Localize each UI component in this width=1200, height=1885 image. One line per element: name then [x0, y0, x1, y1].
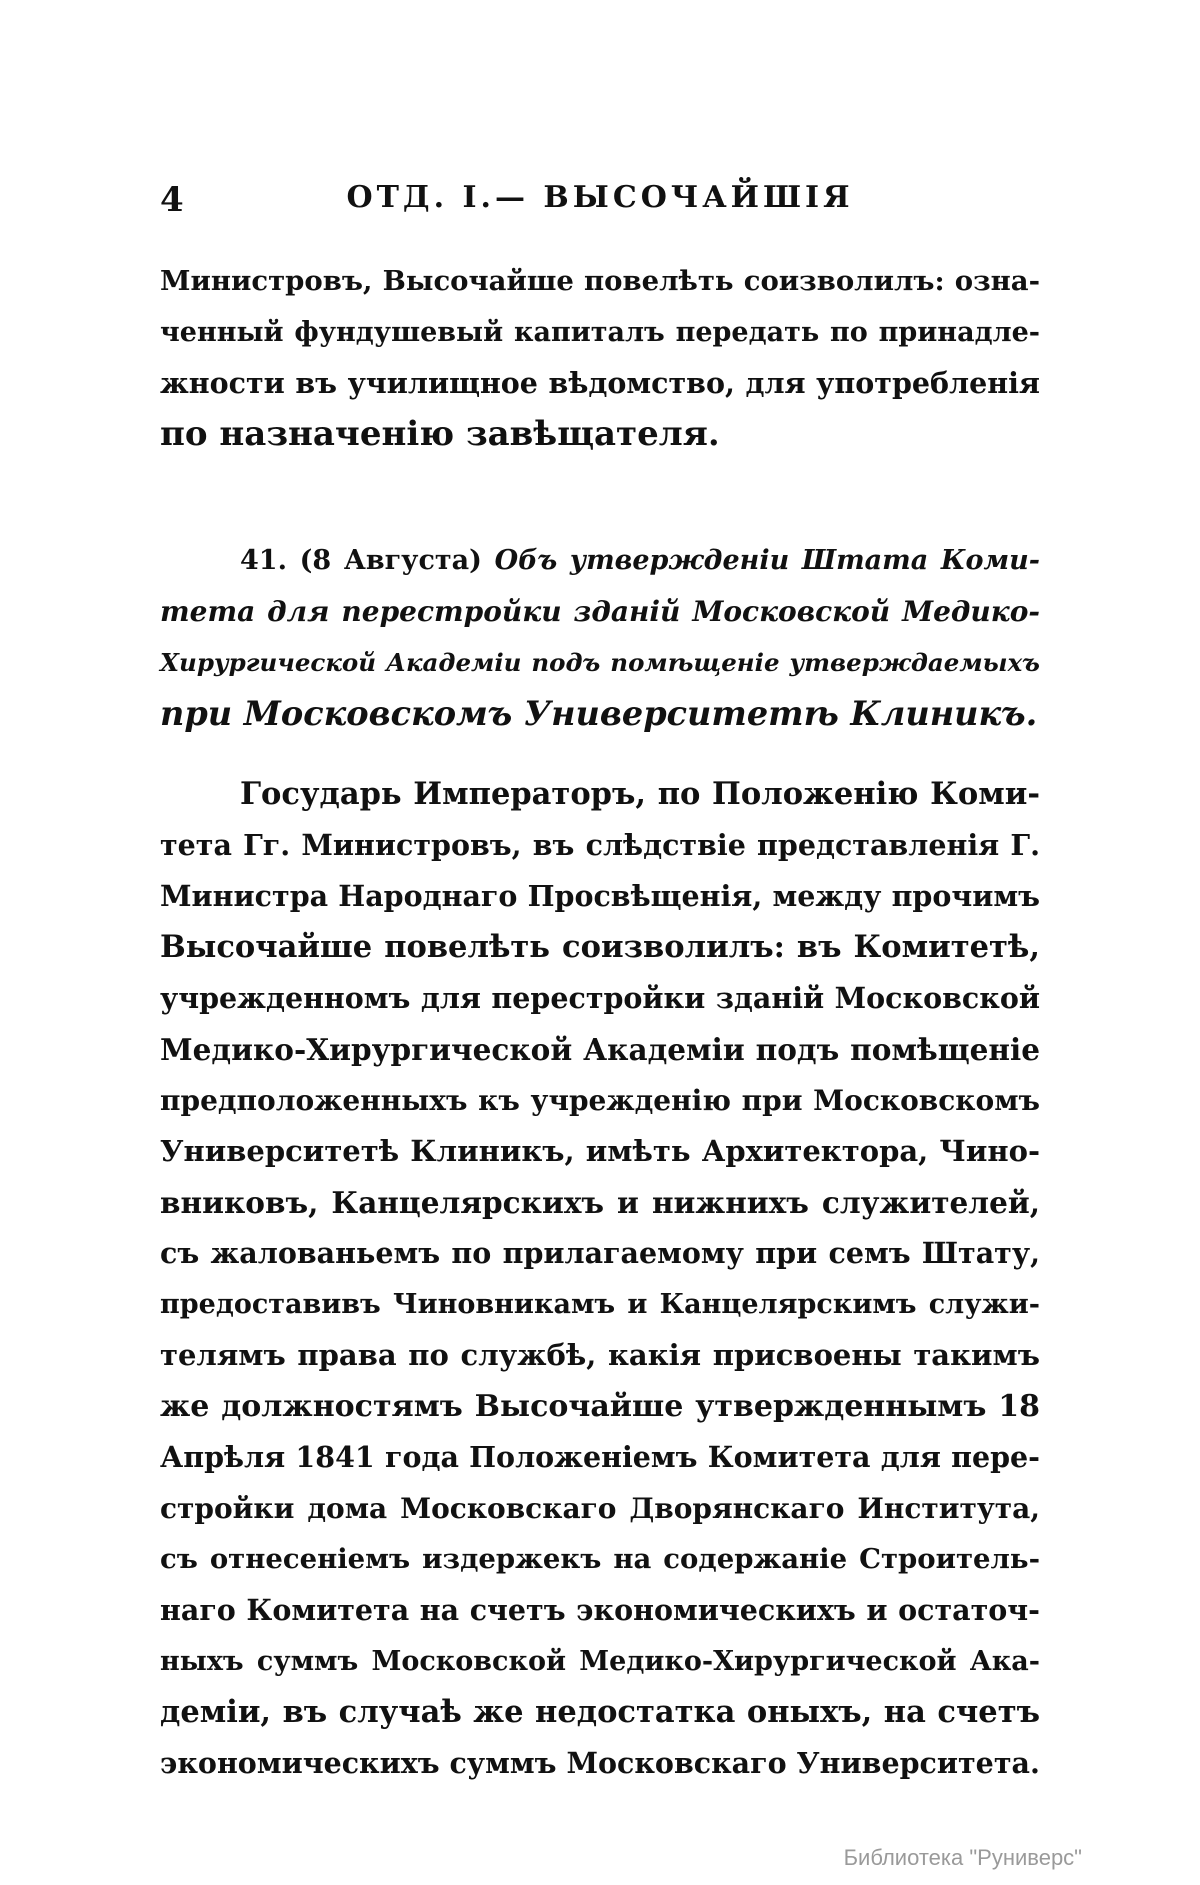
running-title: ОТД. I.— ВЫСОЧАЙШІЯ: [346, 180, 854, 215]
body-line: тета Гг. Министровъ, въ слѣдствіе представленія Г.: [160, 828, 1040, 862]
heading-line: при Московскомъ Университетѣ Клиникъ.: [160, 694, 1038, 733]
body-line: же должностямъ Высочайше утвержденнымъ 18: [160, 1389, 1040, 1424]
body-line: Государь Императоръ, по Положенію Коми-: [240, 776, 1040, 812]
continued-paragraph: [160, 256, 1040, 460]
body-line: предоставивъ Чиновникамъ и Канцелярскимъ служи-: [160, 1289, 1040, 1320]
page-number: 4: [160, 180, 184, 220]
article-number-date: 41. (8 Августа): [240, 545, 482, 576]
text-line: жности въ училищное вѣдомство, для употребленія: [160, 366, 1040, 400]
body-line: Университетѣ Клиникъ, имѣть Архитектора, Чино-: [160, 1134, 1040, 1168]
heading-line: Хирургической Академіи подъ помѣщеніе утверждаемыхъ: [160, 648, 1040, 677]
body-line: Медико-Хирургической Академіи подъ помѣщеніе: [160, 1032, 1040, 1067]
article-body: [160, 769, 1040, 1789]
heading-line: [160, 535, 1040, 586]
body-line: съ жалованьемъ по прилагаемому при семъ Штату,: [160, 1236, 1040, 1270]
body-line: стройки дома Московскаго Дворянскаго Института,: [160, 1492, 1040, 1525]
body-line: вниковъ, Канцелярскихъ и нижнихъ служителей,: [160, 1185, 1040, 1220]
body-line: съ отнесеніемъ издержекъ на содержаніе Строитель-: [160, 1543, 1040, 1575]
text-line: по назначенію завѣщателя.: [160, 414, 720, 454]
body-line: Высочайше повелѣть соизволилъ: въ Комитетѣ,: [160, 929, 1040, 965]
body-line: учрежденномъ для перестройки зданій Московской: [160, 981, 1040, 1015]
body-line: деміи, въ случаѣ же недостатка оныхъ, на счетъ: [160, 1694, 1040, 1730]
body-line: экономическихъ суммъ Московскаго Университета.: [160, 1746, 1040, 1780]
body-line: телямъ права по службѣ, какія присвоены такимъ: [160, 1338, 1040, 1372]
library-watermark: Библиотека "Руниверс": [843, 1845, 1082, 1870]
body-line: Министра Народнаго Просвѣщенія, между прочимъ: [160, 879, 1040, 913]
text-line: Министровъ, Высочайше повелѣть соизволилъ: озна-: [160, 265, 1040, 297]
body-line: Апрѣля 1841 года Положеніемъ Комитета для пере-: [160, 1440, 1040, 1474]
article-heading: [160, 535, 1040, 739]
running-head: [160, 180, 1040, 230]
body-line: предположенныхъ къ учрежденію при Московскомъ: [160, 1084, 1040, 1117]
body-line: наго Комитета на счетъ экономическихъ и остаточ-: [160, 1593, 1040, 1627]
heading-line: тета для перестройки зданій Московской Медико-: [160, 595, 1040, 628]
heading-title-start: Объ утвержденіи Штата Коми-: [494, 545, 1040, 576]
text-line: ченный фундушевый капиталъ передать по принадле-: [160, 317, 1040, 348]
body-line: ныхъ суммъ Московской Медико-Хирургической Ака-: [160, 1646, 1040, 1677]
